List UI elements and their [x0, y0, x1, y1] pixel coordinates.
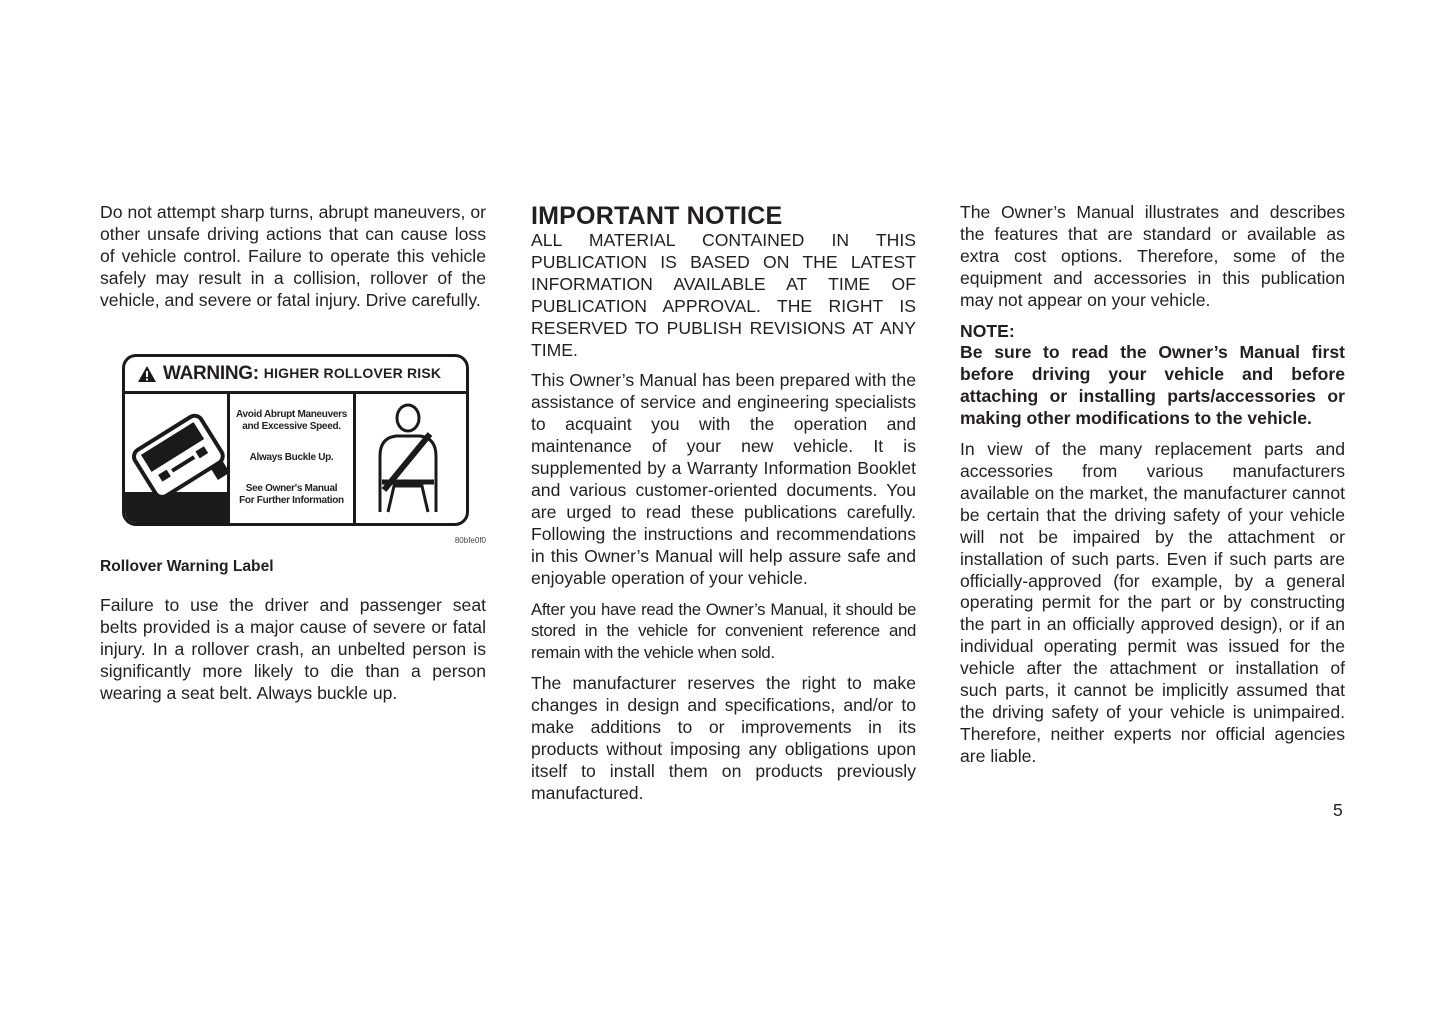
warning-title: HIGHER ROLLOVER RISK — [263, 364, 442, 381]
rollover-vehicle-pictogram — [125, 394, 230, 523]
warning-label-header — [125, 357, 466, 394]
instruction-line: For Further Information — [239, 495, 344, 507]
right-column — [960, 202, 1345, 768]
instruction-line: Avoid Abrupt Maneuvers — [235, 409, 347, 421]
instruction-line: See Owner's Manual — [245, 483, 338, 495]
warning-instructions — [230, 394, 356, 523]
features-paragraph: The Owner’s Manual illustrates and describes the features that are standard or available as extra cost options. Therefore, some of the equipment and accessories in this publication may not appear on your vehicle. — [960, 202, 1345, 310]
unsafe-driving-paragraph: Do not attempt sharp turns, abrupt maneuvers, or other unsafe driving actions that can cause loss of vehicle control. Failure to operate this vehicle safely may result in a collision, rollover of the vehicle, and severe or fatal injury. Drive carefully. — [100, 202, 486, 310]
rollover-warning-label-figure — [100, 344, 486, 556]
notice-text: ALL MATERIAL CONTAINED IN THIS PUBLICATION IS BASED ON THE LATEST INFORMATION AVAILABLE AT TIME OF PUBLICATION APPROVAL. THE RIGHT IS RESERVED TO PUBLISH REVISIONS AT ANY TIME. — [531, 230, 916, 360]
tipping-vehicle-icon — [125, 394, 227, 523]
seatbelt-pictogram — [356, 394, 466, 523]
manual-storage-paragraph: After you have read the Owner’s Manual, it should be stored in the vehicle for convenient reference and remain with the vehicle when sold. — [531, 599, 916, 663]
manufacturer-rights-paragraph: The manufacturer reserves the right to make changes in design and specifications, and/or to make additions to or improvements in its products without imposing any obligations upon itself to install them on products previously manufactured. — [531, 673, 916, 803]
seatbelt-person-icon — [356, 394, 460, 523]
instruction-line: and Excessive Speed. — [242, 421, 341, 433]
seatbelt-paragraph: Failure to use the driver and passenger seat belts provided is a major cause of severe or fatal injury. In a rollover crash, an unbelted person is significantly more likely to die than a person wearing a seat belt. Always buckle up. — [100, 595, 486, 704]
important-notice-heading: IMPORTANT NOTICE — [531, 202, 783, 230]
instruction-line: Always Buckle Up. — [249, 452, 334, 464]
note-text: Be sure to read the Owner’s Manual first before driving your vehicle and before attaching or installing parts/accessories or making other modifications to the vehicle. — [960, 342, 1345, 429]
warning-word: WARNING: — [163, 362, 259, 384]
left-column — [100, 202, 486, 705]
page-number: 5 — [1333, 800, 1343, 820]
replacement-parts-paragraph: In view of the many replacement parts and accessories from various manufacturers available on the market, the manufacturer cannot be certain that the driving safety of your vehicle will not be impaired by the attachment or installation of such parts. Even if such parts are officially-approved (for example, by a general operating permit for the part or by constructing the part in an officially approved design), or if an individual operating permit was issued for the vehicle after the attachment or installation of such parts, it cannot be implicitly assumed that the driving safety of your vehicle is unimpaired. Therefore, neither experts nor official agencies are liable. — [960, 439, 1345, 766]
figure-caption: Rollover Warning Label — [100, 557, 274, 575]
manual-purpose-paragraph: This Owner’s Manual has been prepared with the assistance of service and engineering specialists to acquaint you with the operation and maintenance of your new vehicle. It is supplemented by a Warranty Information Booklet and various customer-oriented documents. You are urged to read these publications carefully. Following the instructions and recommendations in this Owner’s Manual will help assure safe and enjoyable operation of your vehicle. — [531, 370, 916, 588]
warning-triangle-icon — [137, 365, 157, 383]
middle-column — [531, 202, 916, 805]
figure-art-code: 80bfe0f0 — [454, 535, 486, 545]
note-heading: NOTE: — [960, 320, 1015, 341]
warning-label-card — [122, 354, 469, 526]
